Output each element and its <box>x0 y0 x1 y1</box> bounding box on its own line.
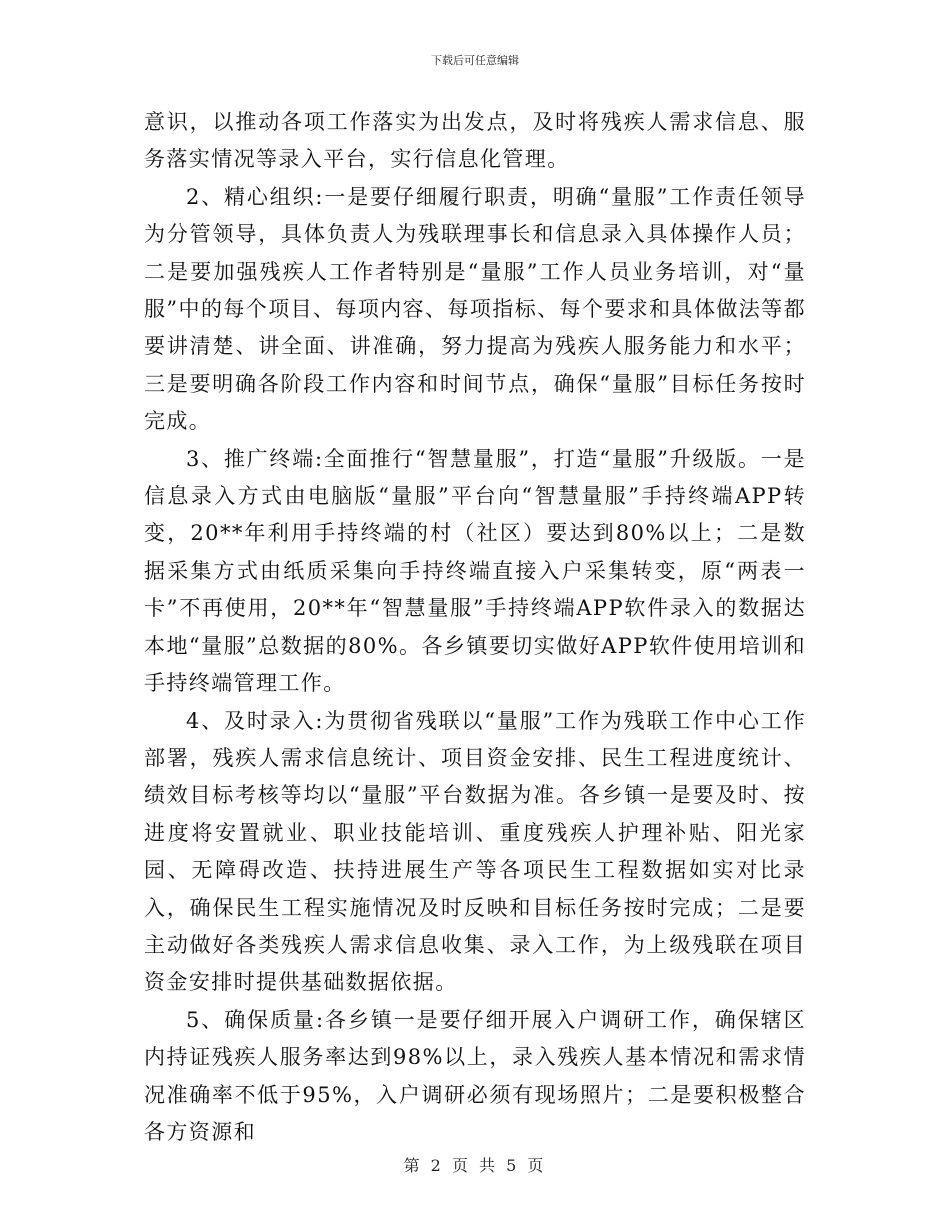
paragraph-continuation: 意识，以推动各项工作落实为出发点，及时将残疾人需求信息、服务落实情况等录入平台，实行信息化管理。 <box>144 110 806 172</box>
document-body <box>144 104 806 1151</box>
paragraph-entry: 4、及时录入:为贯彻省残联以“量服”工作为残联工作中心工作部署，残疾人需求信息统计、项目资金安排、民生工程进度统计、绩效目标考核等均以“量服”平台数据为准。各乡镇一是要及时、按进度将安置就业、职业技能培训、重度残疾人护理补贴、阳光家园、无障碍改造、扶持进展生产等各项民生工程数据如实对比录入，确保民生工程实施情况及时反映和目标任务按时完成；二是要主动做好各类残疾人需求信息收集、录入工作，为上级残联在项目资金安排时提供基础数据依据。 <box>144 708 806 995</box>
paragraph-terminal: 3、推广终端:全面推行“智慧量服”，打造“量服”升级版。一是信息录入方式由电脑版“量服”平台向“智慧量服”手持终端APP转变，20**年利用手持终端的村（社区）要达到80%以上；二是数据采集方式由纸质采集向手持终端直接入户采集转变，原“两表一卡”不再使用，20**年“智慧量服”手持终端APP软件录入的数据达本地“量服”总数据的80%。各乡镇要切实做好APP软件使用培训和手持终端管理工作。 <box>144 446 806 696</box>
paragraph-quality: 5、确保质量:各乡镇一是要仔细开展入户调研工作，确保辖区内持证残疾人服务率达到98%以上，录入残疾人基本情况和需求情况准确率不低于95%，入户调研必须有现场照片；二是要积极整合各方资源和 <box>144 1007 806 1144</box>
page-header-note: 下载后可任意编辑 <box>431 54 519 67</box>
paragraph-organize: 2、精心组织:一是要仔细履行职责，明确“量服”工作责任领导为分管领导，具体负责人为残联理事长和信息录入具体操作人员；二是要加强残疾人工作者特别是“量服”工作人员业务培训，对“量服”中的每个项目、每项内容、每项指标、每个要求和具体做法等都要讲清楚、讲全面、讲准确，努力提高为残疾人服务能力和水平；三是要明确各阶段工作内容和时间节点，确保“量服”目标任务按时完成。 <box>144 184 806 434</box>
page-number: 第 2 页 共 5 页 <box>403 1156 547 1175</box>
